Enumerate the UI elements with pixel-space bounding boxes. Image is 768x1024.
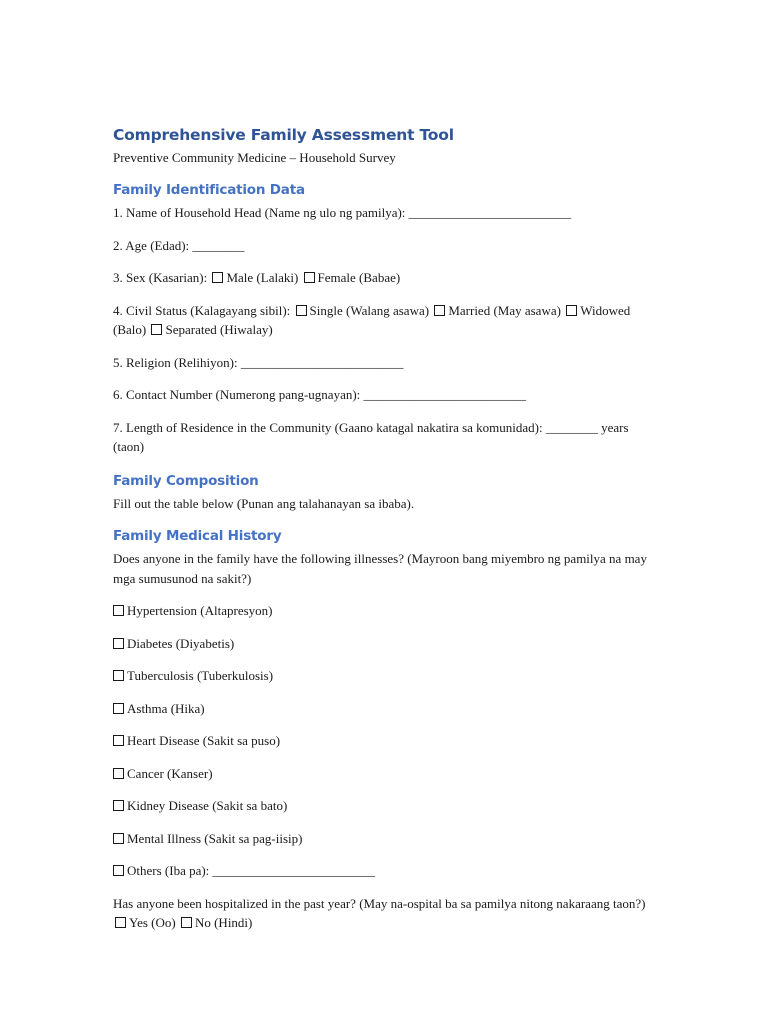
checkbox-heart-disease[interactable] — [113, 735, 124, 746]
checkbox-diabetes[interactable] — [113, 638, 124, 649]
option-female: Female (Babae) — [317, 270, 401, 285]
checkbox-cancer[interactable] — [113, 768, 124, 779]
composition-instruction: Fill out the table below (Punan ang talahanayan sa ibaba). — [113, 495, 415, 511]
illness-label: Heart Disease (Sakit sa puso) — [127, 733, 281, 748]
illness-label: Asthma (Hika) — [127, 700, 205, 716]
document-title: Comprehensive Family Assessment Tool — [113, 126, 454, 144]
illness-item-others — [113, 861, 658, 881]
checkbox-tuberculosis[interactable] — [113, 670, 124, 681]
checkbox-male[interactable] — [212, 272, 223, 283]
document-page — [113, 124, 658, 933]
question-civil-status-label: 4. Civil Status (Kalagayang sibil): — [113, 302, 291, 318]
option-widowed: Widowed (Balo) — [113, 302, 631, 337]
checkbox-hospitalized-no[interactable] — [181, 917, 192, 928]
illness-item-mental-illness — [113, 829, 658, 849]
illness-label: Hypertension (Altapresyon) — [127, 603, 273, 618]
question-length-of-residence: 7. Length of Residence in the Community (Gaano katagal nakatira sa komunidad): ________ years (taon) — [113, 419, 629, 454]
question-civil-status — [113, 301, 658, 340]
option-single: Single (Walang asawa) — [309, 302, 430, 318]
hospitalization-question-text: Has anyone been hospitalized in the past year? (May na-ospital ba sa pamilya nitong nakaraang taon?) — [113, 895, 646, 911]
checkbox-hospitalized-yes[interactable] — [115, 917, 126, 928]
document-subtitle: Preventive Community Medicine – Household Survey — [113, 150, 396, 165]
section-heading-medical-history: Family Medical History — [113, 528, 282, 544]
illness-label: Diabetes (Diyabetis) — [127, 635, 235, 651]
option-no: No (Hindi) — [194, 915, 253, 930]
checkbox-single[interactable] — [296, 305, 307, 316]
hospitalization-question — [113, 894, 658, 933]
option-male: Male (Lalaki) — [226, 270, 299, 285]
checkbox-married[interactable] — [434, 305, 445, 316]
illness-label: Kidney Disease (Sakit sa bato) — [127, 798, 288, 813]
illness-item-cancer — [113, 764, 658, 784]
illness-item-diabetes — [113, 634, 658, 654]
checkbox-mental-illness[interactable] — [113, 833, 124, 844]
illness-label: Others (Iba pa): _________________________ — [127, 863, 376, 878]
option-separated: Separated (Hiwalay) — [165, 322, 273, 337]
section-heading-composition: Family Composition — [113, 472, 259, 489]
section-heading-identification: Family Identification Data — [113, 182, 305, 198]
checkbox-asthma[interactable] — [113, 703, 124, 714]
checkbox-separated[interactable] — [151, 324, 162, 335]
illness-item-tuberculosis — [113, 666, 658, 686]
question-sex-label: 3. Sex (Kasarian): — [113, 270, 208, 285]
illness-label: Tuberculosis (Tuberkulosis) — [127, 668, 274, 683]
illness-item-hypertension — [113, 601, 658, 621]
checkbox-kidney-disease[interactable] — [113, 800, 124, 811]
illness-label: Mental Illness (Sakit sa pag-iisip) — [127, 830, 303, 846]
illness-item-asthma — [113, 699, 658, 719]
checkbox-widowed[interactable] — [566, 305, 577, 316]
question-sex — [113, 268, 658, 288]
medical-question: Does anyone in the family have the following illnesses? (Mayroon bang miyembro ng pamilya na may mga sumusunod na sakit?) — [113, 551, 647, 586]
question-household-head: 1. Name of Household Head (Name ng ulo ng pamilya): _________________________ — [113, 205, 572, 220]
checkbox-others[interactable] — [113, 865, 124, 876]
illness-label: Cancer (Kanser) — [127, 765, 213, 781]
option-yes: Yes (Oo) — [129, 915, 176, 930]
checkbox-hypertension[interactable] — [113, 605, 124, 616]
question-religion: 5. Religion (Relihiyon): _________________________ — [113, 354, 404, 370]
option-married: Married (May asawa) — [448, 302, 561, 318]
illness-item-kidney-disease — [113, 796, 658, 816]
question-contact-number: 6. Contact Number (Numerong pang-ugnayan): _________________________ — [113, 387, 527, 402]
question-age: 2. Age (Edad): ________ — [113, 237, 245, 253]
checkbox-female[interactable] — [304, 272, 315, 283]
illness-item-heart-disease — [113, 731, 658, 751]
